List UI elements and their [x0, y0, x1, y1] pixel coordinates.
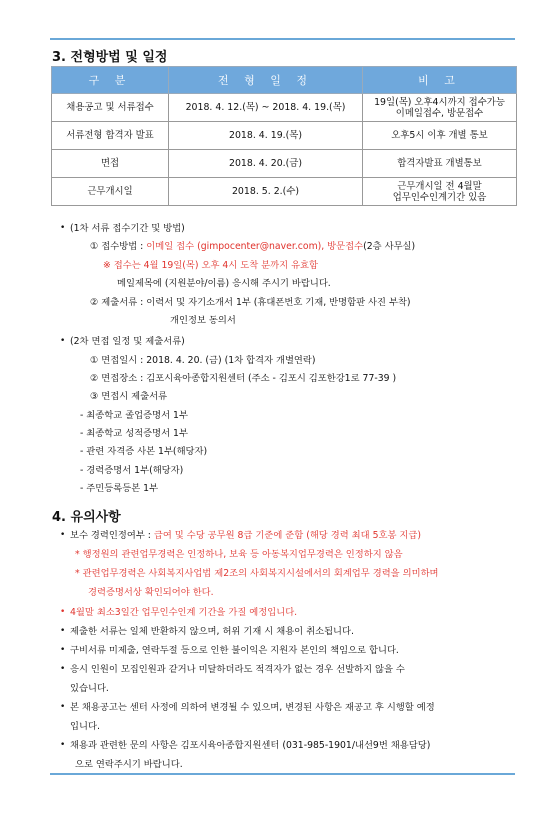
table-row [52, 122, 517, 150]
apply-method-label: ① 접수방법 : [90, 241, 147, 252]
interview-submit: ③ 면접시 제출서류 [90, 391, 168, 402]
top-rule [50, 38, 515, 40]
notice-5b: 으로 연락주시기 바랍니다. [75, 759, 183, 770]
bullet-icon: • [60, 740, 66, 750]
notice-4a: 본 채용공고는 센터 사정에 의하여 변경될 수 있으며, 변경된 사항은 재공고 후 시행할 예정 [70, 702, 435, 713]
notice-3b: 있습니다. [70, 683, 109, 694]
interview-place: ② 면접장소 : 김포시육아종합지원센터 (주소 - 김포시 김포한강1로 77-39 ) [90, 373, 397, 384]
apply-subject: 메일제목에 (지원분야/이름) 응시해 주시기 바랍니다. [117, 278, 331, 289]
cell: 근무개시일 [52, 178, 169, 206]
table-row [52, 178, 517, 206]
list-item: - 관련 자격증 사본 1부(해당자) [80, 446, 208, 457]
pay-line [70, 530, 421, 542]
cell: 2018. 4. 20.(금) [169, 150, 363, 178]
star-note-2b: 경력증명서상 확인되어야 한다. [88, 587, 214, 598]
apply-note: ※ 접수는 4월 19일(목) 오후 4시 도착 분까지 유효함 [103, 260, 319, 271]
cell: 19일(목) 오후4시까지 접수가능 이메일접수, 방문접수 [363, 94, 517, 122]
section3-title: 3. 전형방법 및 일정 [52, 50, 168, 65]
pay-label: 보수 경력인정여부 : [70, 530, 154, 541]
cell: 서류전형 합격자 발표 [52, 122, 169, 150]
apply-method-red: 이메일 접수 (gimpocenter@naver.com), 방문접수 [146, 241, 364, 252]
star-note-1: * 행정원의 관련업무경력은 인정하나, 보육 등 아동복지업무경력은 인정하지 않음 [75, 549, 403, 560]
bottom-rule [50, 773, 515, 775]
apply-docs: ② 제출서류 : 이력서 및 자기소개서 1부 (휴대폰번호 기재, 반명함판 사진 부착) [90, 297, 411, 308]
cell: 2018. 4. 19.(목) [169, 122, 363, 150]
pay-red: 급여 및 수당 공무원 8급 기준에 준함 (해당 경력 최대 5호봉 지급) [153, 530, 421, 541]
apply-title: (1차 서류 접수기간 및 방법) [70, 223, 185, 234]
apply-method [90, 241, 415, 253]
notice-1: 제출한 서류는 일체 반환하지 않으며, 허위 기재 시 채용이 취소됩니다. [70, 626, 354, 637]
notice-5a: 채용과 관련한 문의 사항은 김포시육아종합지원센터 (031-985-1901/내선9번 채용담당) [70, 740, 431, 751]
star-note-2a: * 관련업무경력은 사회복지사업법 제2조의 사회복지시설에서의 회계업무 경력을 의미하며 [75, 568, 439, 579]
cell: 2018. 5. 2.(수) [169, 178, 363, 206]
apply-consent: 개인정보 동의서 [170, 315, 236, 326]
interview-date: ① 면접일시 : 2018. 4. 20. (금) (1차 합격자 개별연락) [90, 355, 316, 366]
cell: 합격자발표 개별통보 [363, 150, 517, 178]
header-schedule: 전 형 일 정 [169, 67, 363, 94]
apply-method-end: (2층 사무실) [363, 241, 416, 252]
list-item: - 주민등록등본 1부 [80, 483, 159, 494]
bullet-icon: • [60, 223, 66, 233]
bullet-icon: • [60, 664, 66, 674]
cell: 근무개시일 전 4월말 업무인수인계기간 있음 [363, 178, 517, 206]
bullet-icon: • [60, 607, 66, 617]
notice-3a: 응시 인원이 모집인원과 같거나 미달하더라도 적격자가 없는 경우 선발하지 않을 수 [70, 664, 405, 675]
bullet-icon: • [60, 645, 66, 655]
bullet-icon: • [60, 702, 66, 712]
handover-note: 4월말 최소3일간 업무인수인계 기간을 가질 예정입니다. [70, 607, 298, 618]
list-item: - 최종학교 졸업증명서 1부 [80, 410, 188, 421]
bullet-icon: • [60, 336, 66, 346]
header-note: 비 고 [363, 67, 517, 94]
cell: 면접 [52, 150, 169, 178]
cell: 2018. 4. 12.(목) ~ 2018. 4. 19.(목) [169, 94, 363, 122]
section4-title: 4. 유의사항 [52, 510, 121, 525]
notice-4b: 입니다. [70, 721, 100, 732]
bullet-icon: • [60, 626, 66, 636]
cell: 오후5시 이후 개별 통보 [363, 122, 517, 150]
list-item: - 최종학교 성적증명서 1부 [80, 428, 188, 439]
schedule-table [51, 66, 517, 206]
bullet-icon: • [60, 530, 66, 540]
table-row [52, 150, 517, 178]
notice-2: 구비서류 미제출, 연락두절 등으로 인한 불이익은 지원자 본인의 책임으로 합니다. [70, 645, 399, 656]
header-category: 구 분 [52, 67, 169, 94]
list-item: - 경력증명서 1부(해당자) [80, 465, 184, 476]
table-row [52, 94, 517, 122]
interview-title: (2차 면접 일정 및 제출서류) [70, 336, 185, 347]
cell: 채용공고 및 서류접수 [52, 94, 169, 122]
